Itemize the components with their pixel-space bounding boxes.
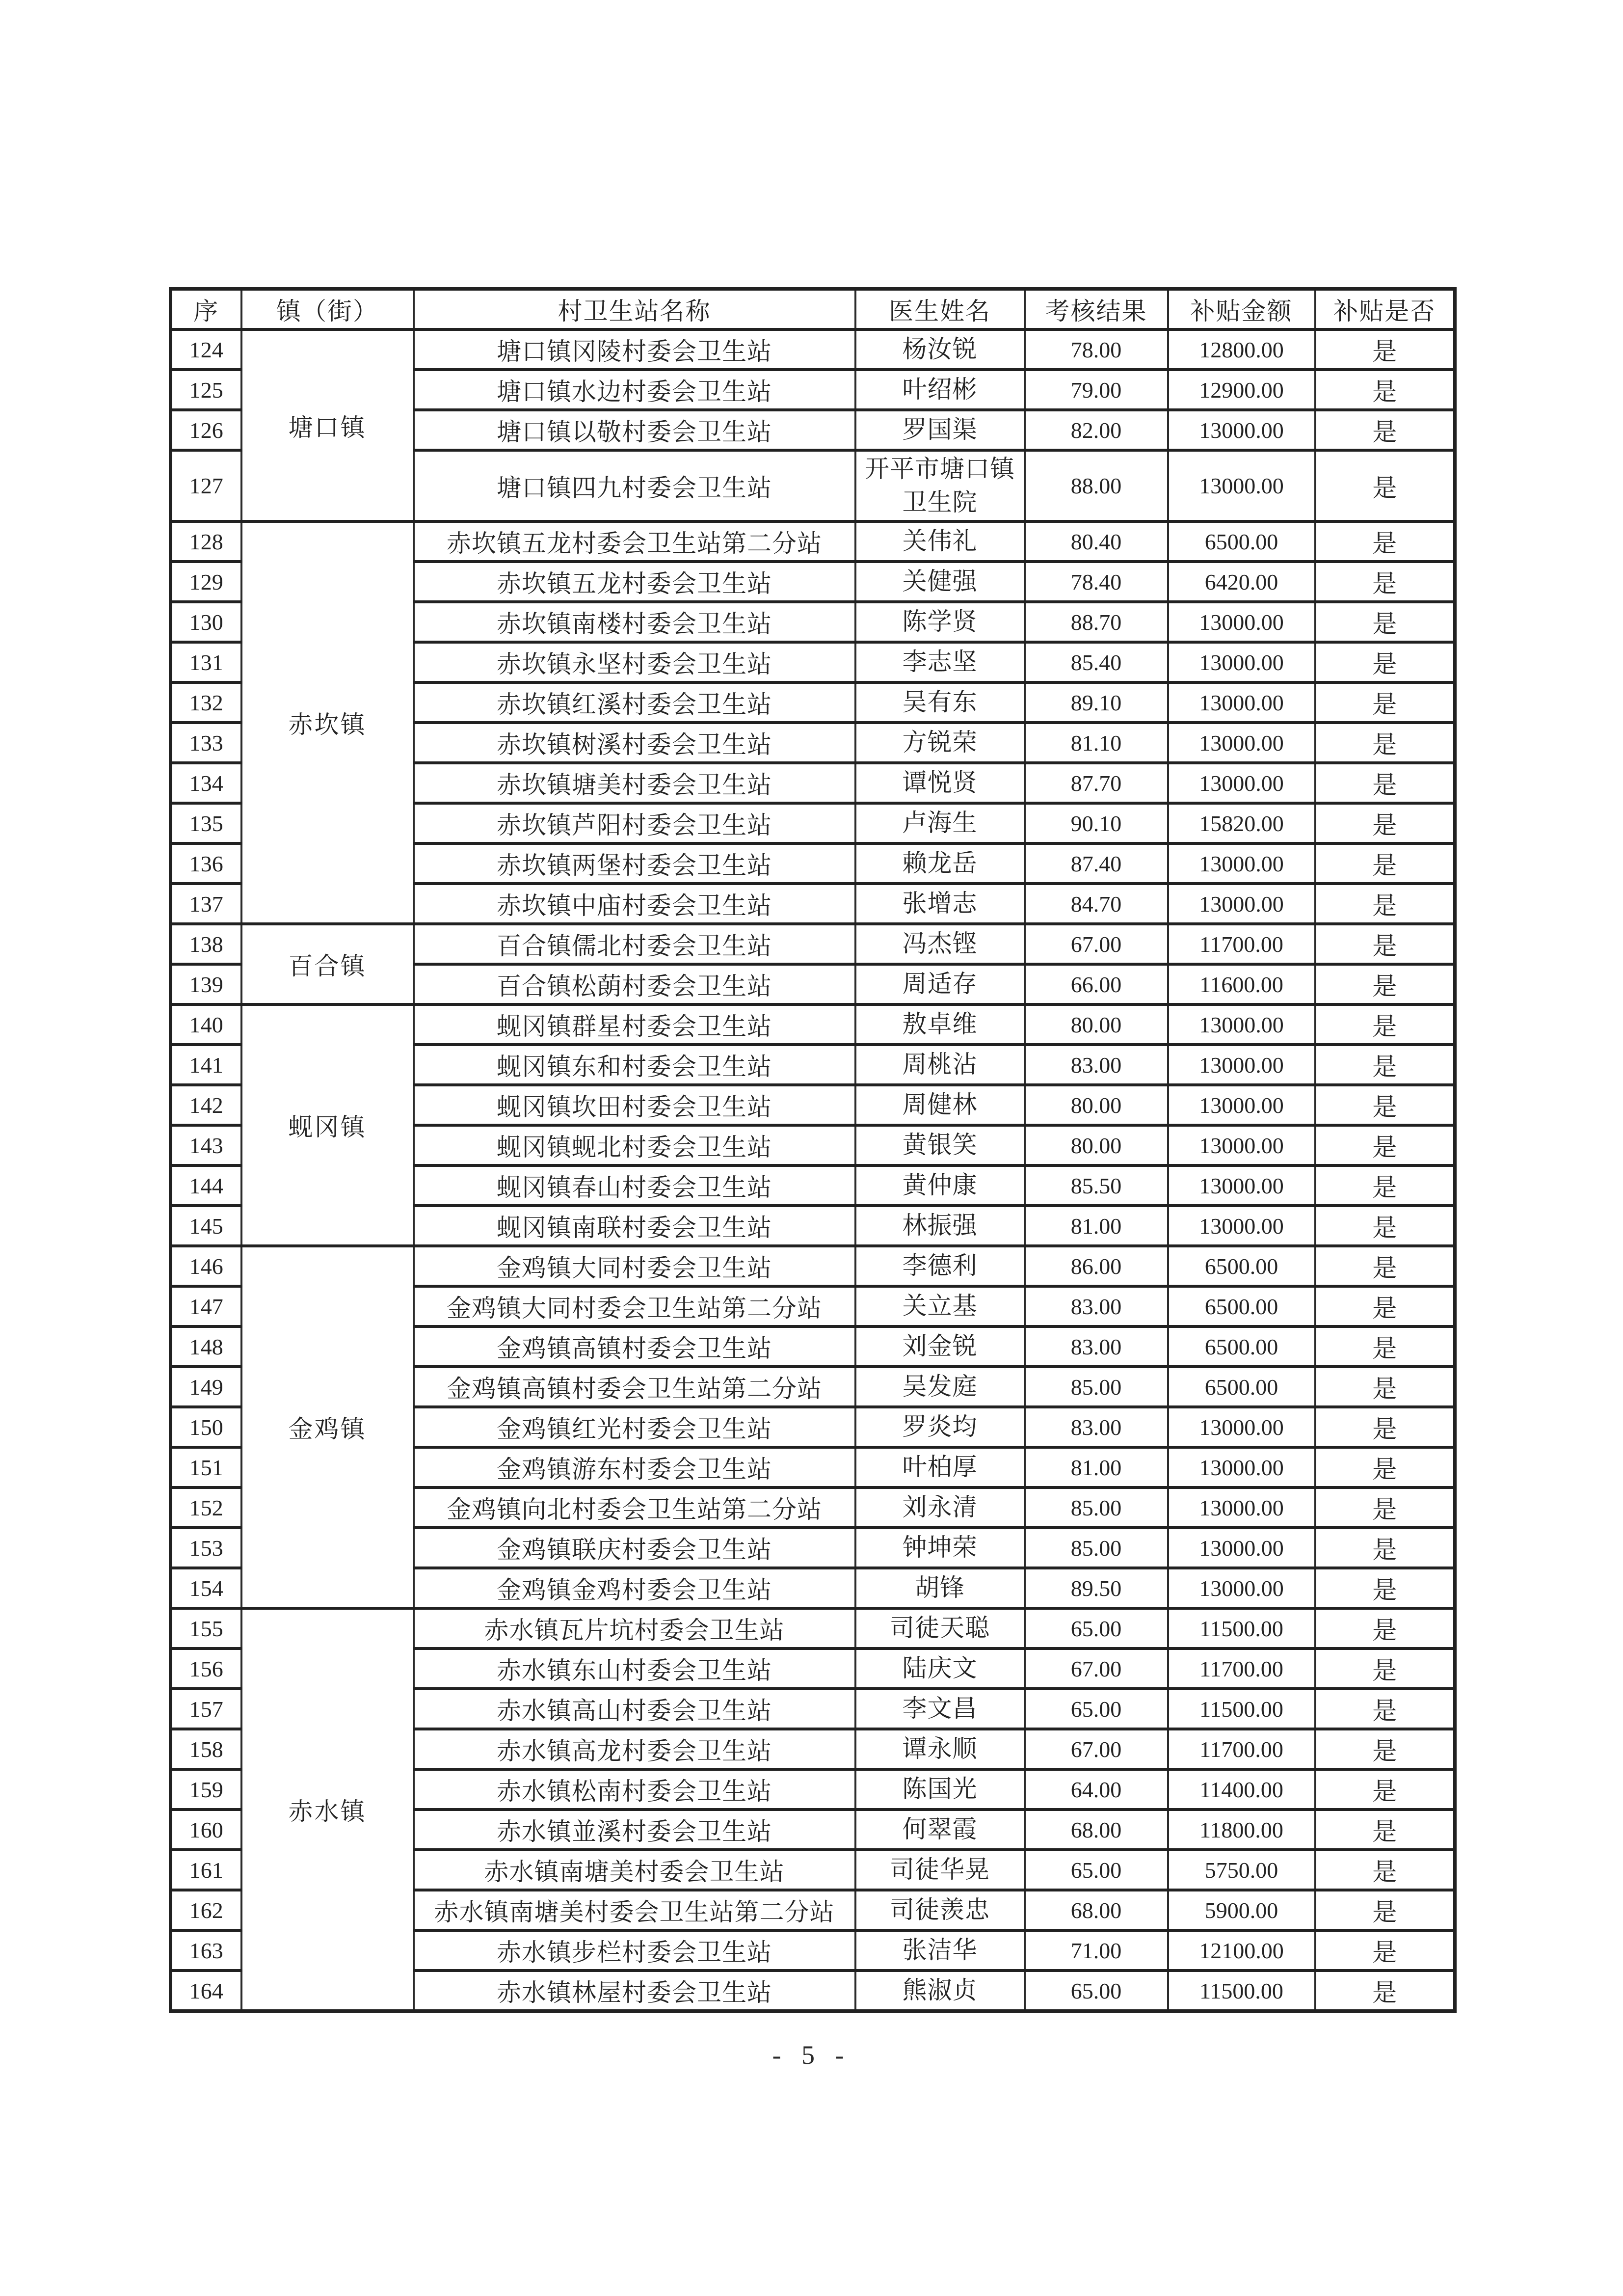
cell-doctor-name: 卢海生 bbox=[855, 803, 1025, 843]
cell-score: 83.00 bbox=[1025, 1326, 1168, 1367]
cell-amount: 15820.00 bbox=[1168, 803, 1315, 843]
cell-serial: 146 bbox=[171, 1246, 241, 1286]
cell-serial: 149 bbox=[171, 1367, 241, 1407]
cell-score: 85.00 bbox=[1025, 1487, 1168, 1528]
cell-station-name: 百合镇儒北村委会卫生站 bbox=[414, 924, 855, 964]
cell-subsidy-flag: 是 bbox=[1315, 1608, 1455, 1648]
cell-amount: 13000.00 bbox=[1168, 1206, 1315, 1246]
cell-doctor-name: 李文昌 bbox=[855, 1689, 1025, 1729]
cell-amount: 11400.00 bbox=[1168, 1769, 1315, 1810]
cell-score: 78.40 bbox=[1025, 562, 1168, 602]
cell-score: 83.00 bbox=[1025, 1045, 1168, 1085]
cell-score: 88.70 bbox=[1025, 602, 1168, 642]
cell-station-name: 塘口镇水边村委会卫生站 bbox=[414, 370, 855, 410]
cell-score: 68.00 bbox=[1025, 1890, 1168, 1930]
cell-station-name: 赤坎镇两堡村委会卫生站 bbox=[414, 843, 855, 884]
header-town: 镇（街） bbox=[241, 289, 414, 330]
cell-subsidy-flag: 是 bbox=[1315, 884, 1455, 924]
cell-amount: 5900.00 bbox=[1168, 1890, 1315, 1930]
cell-amount: 13000.00 bbox=[1168, 682, 1315, 723]
cell-amount: 13000.00 bbox=[1168, 1085, 1315, 1125]
table-row bbox=[171, 521, 1455, 562]
cell-subsidy-flag: 是 bbox=[1315, 1407, 1455, 1447]
cell-station-name: 赤坎镇永坚村委会卫生站 bbox=[414, 642, 855, 682]
cell-amount: 13000.00 bbox=[1168, 1125, 1315, 1165]
cell-serial: 151 bbox=[171, 1447, 241, 1487]
cell-subsidy-flag: 是 bbox=[1315, 1850, 1455, 1890]
cell-station-name: 赤水镇林屋村委会卫生站 bbox=[414, 1971, 855, 2011]
cell-serial: 161 bbox=[171, 1850, 241, 1890]
cell-score: 80.00 bbox=[1025, 1004, 1168, 1045]
cell-amount: 13000.00 bbox=[1168, 1165, 1315, 1206]
cell-town: 塘口镇 bbox=[241, 329, 414, 521]
cell-doctor-name: 司徒羡忠 bbox=[855, 1890, 1025, 1930]
cell-serial: 155 bbox=[171, 1608, 241, 1648]
cell-doctor-name: 罗炎均 bbox=[855, 1407, 1025, 1447]
cell-doctor-name: 林振强 bbox=[855, 1206, 1025, 1246]
cell-town: 百合镇 bbox=[241, 924, 414, 1004]
cell-doctor-name: 杨汝锐 bbox=[855, 329, 1025, 370]
table-row bbox=[171, 1004, 1455, 1045]
cell-subsidy-flag: 是 bbox=[1315, 1165, 1455, 1206]
cell-amount: 11500.00 bbox=[1168, 1608, 1315, 1648]
cell-subsidy-flag: 是 bbox=[1315, 1246, 1455, 1286]
cell-doctor-name: 敖卓维 bbox=[855, 1004, 1025, 1045]
cell-doctor-name: 周健林 bbox=[855, 1085, 1025, 1125]
cell-doctor-name: 关立基 bbox=[855, 1286, 1025, 1326]
cell-station-name: 百合镇松蓢村委会卫生站 bbox=[414, 964, 855, 1004]
cell-subsidy-flag: 是 bbox=[1315, 682, 1455, 723]
cell-subsidy-flag: 是 bbox=[1315, 1367, 1455, 1407]
cell-doctor-name: 司徒华晃 bbox=[855, 1850, 1025, 1890]
cell-subsidy-flag: 是 bbox=[1315, 370, 1455, 410]
cell-amount: 6420.00 bbox=[1168, 562, 1315, 602]
cell-score: 87.40 bbox=[1025, 843, 1168, 884]
cell-amount: 13000.00 bbox=[1168, 410, 1315, 450]
cell-amount: 11500.00 bbox=[1168, 1971, 1315, 2011]
cell-score: 80.00 bbox=[1025, 1085, 1168, 1125]
cell-station-name: 蚬冈镇南联村委会卫生站 bbox=[414, 1206, 855, 1246]
cell-station-name: 赤水镇南塘美村委会卫生站 bbox=[414, 1850, 855, 1890]
cell-doctor-name: 黄银笑 bbox=[855, 1125, 1025, 1165]
table-header-row bbox=[171, 289, 1455, 330]
cell-subsidy-flag: 是 bbox=[1315, 1004, 1455, 1045]
cell-doctor-name: 周适存 bbox=[855, 964, 1025, 1004]
cell-score: 67.00 bbox=[1025, 924, 1168, 964]
cell-subsidy-flag: 是 bbox=[1315, 763, 1455, 803]
cell-doctor-name: 刘永清 bbox=[855, 1487, 1025, 1528]
subsidy-assessment-table bbox=[169, 287, 1457, 2013]
cell-subsidy-flag: 是 bbox=[1315, 1326, 1455, 1367]
cell-subsidy-flag: 是 bbox=[1315, 1487, 1455, 1528]
cell-doctor-name: 谭悦贤 bbox=[855, 763, 1025, 803]
cell-subsidy-flag: 是 bbox=[1315, 329, 1455, 370]
table-row bbox=[171, 924, 1455, 964]
cell-amount: 11800.00 bbox=[1168, 1810, 1315, 1850]
cell-station-name: 金鸡镇大同村委会卫生站第二分站 bbox=[414, 1286, 855, 1326]
cell-station-name: 塘口镇四九村委会卫生站 bbox=[414, 450, 855, 521]
table-row bbox=[171, 1608, 1455, 1648]
cell-doctor-name: 罗国渠 bbox=[855, 410, 1025, 450]
cell-station-name: 赤坎镇中庙村委会卫生站 bbox=[414, 884, 855, 924]
cell-doctor-name: 谭永顺 bbox=[855, 1729, 1025, 1769]
cell-station-name: 赤水镇步栏村委会卫生站 bbox=[414, 1930, 855, 1971]
cell-subsidy-flag: 是 bbox=[1315, 964, 1455, 1004]
cell-score: 89.10 bbox=[1025, 682, 1168, 723]
cell-serial: 162 bbox=[171, 1890, 241, 1930]
cell-subsidy-flag: 是 bbox=[1315, 642, 1455, 682]
cell-serial: 128 bbox=[171, 521, 241, 562]
cell-doctor-name: 何翠霞 bbox=[855, 1810, 1025, 1850]
cell-score: 66.00 bbox=[1025, 964, 1168, 1004]
cell-subsidy-flag: 是 bbox=[1315, 1729, 1455, 1769]
cell-doctor-name: 开平市塘口镇卫生院 bbox=[855, 450, 1025, 521]
cell-score: 81.00 bbox=[1025, 1447, 1168, 1487]
cell-doctor-name: 黄仲康 bbox=[855, 1165, 1025, 1206]
cell-score: 85.00 bbox=[1025, 1528, 1168, 1568]
cell-station-name: 金鸡镇金鸡村委会卫生站 bbox=[414, 1568, 855, 1608]
header-serial: 序 bbox=[171, 289, 241, 330]
cell-amount: 13000.00 bbox=[1168, 642, 1315, 682]
cell-amount: 13000.00 bbox=[1168, 843, 1315, 884]
header-doctor-name: 医生姓名 bbox=[855, 289, 1025, 330]
cell-station-name: 蚬冈镇东和村委会卫生站 bbox=[414, 1045, 855, 1085]
cell-amount: 12900.00 bbox=[1168, 370, 1315, 410]
cell-serial: 153 bbox=[171, 1528, 241, 1568]
cell-score: 84.70 bbox=[1025, 884, 1168, 924]
cell-subsidy-flag: 是 bbox=[1315, 924, 1455, 964]
cell-subsidy-flag: 是 bbox=[1315, 1125, 1455, 1165]
cell-score: 65.00 bbox=[1025, 1608, 1168, 1648]
cell-subsidy-flag: 是 bbox=[1315, 1528, 1455, 1568]
cell-doctor-name: 吴发庭 bbox=[855, 1367, 1025, 1407]
cell-station-name: 赤坎镇五龙村委会卫生站第二分站 bbox=[414, 521, 855, 562]
cell-score: 90.10 bbox=[1025, 803, 1168, 843]
cell-amount: 6500.00 bbox=[1168, 521, 1315, 562]
cell-doctor-name: 陈国光 bbox=[855, 1769, 1025, 1810]
cell-subsidy-flag: 是 bbox=[1315, 1568, 1455, 1608]
cell-score: 80.00 bbox=[1025, 1125, 1168, 1165]
cell-serial: 131 bbox=[171, 642, 241, 682]
cell-serial: 163 bbox=[171, 1930, 241, 1971]
cell-station-name: 塘口镇以敬村委会卫生站 bbox=[414, 410, 855, 450]
cell-score: 65.00 bbox=[1025, 1971, 1168, 2011]
cell-score: 67.00 bbox=[1025, 1648, 1168, 1689]
cell-amount: 13000.00 bbox=[1168, 763, 1315, 803]
cell-doctor-name: 周桃沾 bbox=[855, 1045, 1025, 1085]
cell-subsidy-flag: 是 bbox=[1315, 1206, 1455, 1246]
cell-score: 81.10 bbox=[1025, 723, 1168, 763]
cell-subsidy-flag: 是 bbox=[1315, 1930, 1455, 1971]
cell-serial: 132 bbox=[171, 682, 241, 723]
cell-station-name: 赤水镇高龙村委会卫生站 bbox=[414, 1729, 855, 1769]
cell-station-name: 蚬冈镇坎田村委会卫生站 bbox=[414, 1085, 855, 1125]
cell-station-name: 赤坎镇树溪村委会卫生站 bbox=[414, 723, 855, 763]
cell-amount: 11700.00 bbox=[1168, 924, 1315, 964]
cell-subsidy-flag: 是 bbox=[1315, 1689, 1455, 1729]
cell-score: 79.00 bbox=[1025, 370, 1168, 410]
cell-station-name: 赤坎镇五龙村委会卫生站 bbox=[414, 562, 855, 602]
cell-score: 85.40 bbox=[1025, 642, 1168, 682]
cell-serial: 160 bbox=[171, 1810, 241, 1850]
cell-score: 86.00 bbox=[1025, 1246, 1168, 1286]
cell-station-name: 赤坎镇芦阳村委会卫生站 bbox=[414, 803, 855, 843]
cell-serial: 136 bbox=[171, 843, 241, 884]
cell-score: 64.00 bbox=[1025, 1769, 1168, 1810]
cell-serial: 154 bbox=[171, 1568, 241, 1608]
cell-station-name: 赤坎镇塘美村委会卫生站 bbox=[414, 763, 855, 803]
cell-serial: 126 bbox=[171, 410, 241, 450]
cell-station-name: 赤水镇南塘美村委会卫生站第二分站 bbox=[414, 1890, 855, 1930]
cell-score: 78.00 bbox=[1025, 329, 1168, 370]
cell-amount: 13000.00 bbox=[1168, 723, 1315, 763]
cell-station-name: 金鸡镇红光村委会卫生站 bbox=[414, 1407, 855, 1447]
cell-amount: 13000.00 bbox=[1168, 1487, 1315, 1528]
cell-subsidy-flag: 是 bbox=[1315, 1769, 1455, 1810]
cell-station-name: 蚬冈镇春山村委会卫生站 bbox=[414, 1165, 855, 1206]
table-body bbox=[171, 329, 1455, 2011]
cell-serial: 157 bbox=[171, 1689, 241, 1729]
cell-score: 85.00 bbox=[1025, 1367, 1168, 1407]
cell-serial: 129 bbox=[171, 562, 241, 602]
cell-subsidy-flag: 是 bbox=[1315, 1648, 1455, 1689]
page-number: - 5 - bbox=[772, 2040, 851, 2070]
cell-doctor-name: 司徒天聪 bbox=[855, 1608, 1025, 1648]
cell-doctor-name: 张增志 bbox=[855, 884, 1025, 924]
cell-amount: 11500.00 bbox=[1168, 1689, 1315, 1729]
cell-amount: 13000.00 bbox=[1168, 450, 1315, 521]
cell-amount: 6500.00 bbox=[1168, 1246, 1315, 1286]
cell-town: 蚬冈镇 bbox=[241, 1004, 414, 1246]
cell-score: 65.00 bbox=[1025, 1689, 1168, 1729]
cell-score: 65.00 bbox=[1025, 1850, 1168, 1890]
cell-amount: 11600.00 bbox=[1168, 964, 1315, 1004]
cell-town: 金鸡镇 bbox=[241, 1246, 414, 1608]
cell-serial: 143 bbox=[171, 1125, 241, 1165]
cell-subsidy-flag: 是 bbox=[1315, 803, 1455, 843]
header-subsidy-flag: 补贴是否 bbox=[1315, 289, 1455, 330]
cell-subsidy-flag: 是 bbox=[1315, 1045, 1455, 1085]
cell-score: 80.40 bbox=[1025, 521, 1168, 562]
cell-station-name: 赤水镇松南村委会卫生站 bbox=[414, 1769, 855, 1810]
cell-serial: 127 bbox=[171, 450, 241, 521]
cell-town: 赤水镇 bbox=[241, 1608, 414, 2011]
cell-serial: 133 bbox=[171, 723, 241, 763]
cell-amount: 12100.00 bbox=[1168, 1930, 1315, 1971]
cell-doctor-name: 叶柏厚 bbox=[855, 1447, 1025, 1487]
cell-doctor-name: 刘金锐 bbox=[855, 1326, 1025, 1367]
cell-amount: 13000.00 bbox=[1168, 1528, 1315, 1568]
cell-station-name: 金鸡镇高镇村委会卫生站第二分站 bbox=[414, 1367, 855, 1407]
cell-doctor-name: 胡锋 bbox=[855, 1568, 1025, 1608]
cell-serial: 130 bbox=[171, 602, 241, 642]
cell-serial: 152 bbox=[171, 1487, 241, 1528]
cell-amount: 13000.00 bbox=[1168, 884, 1315, 924]
cell-subsidy-flag: 是 bbox=[1315, 843, 1455, 884]
cell-station-name: 赤水镇东山村委会卫生站 bbox=[414, 1648, 855, 1689]
cell-doctor-name: 钟坤荣 bbox=[855, 1528, 1025, 1568]
cell-subsidy-flag: 是 bbox=[1315, 410, 1455, 450]
table-header bbox=[171, 289, 1455, 330]
cell-amount: 11700.00 bbox=[1168, 1729, 1315, 1769]
cell-serial: 145 bbox=[171, 1206, 241, 1246]
table-row bbox=[171, 1246, 1455, 1286]
cell-amount: 6500.00 bbox=[1168, 1367, 1315, 1407]
cell-amount: 5750.00 bbox=[1168, 1850, 1315, 1890]
cell-amount: 13000.00 bbox=[1168, 602, 1315, 642]
cell-serial: 140 bbox=[171, 1004, 241, 1045]
cell-score: 89.50 bbox=[1025, 1568, 1168, 1608]
cell-station-name: 赤水镇瓦片坑村委会卫生站 bbox=[414, 1608, 855, 1648]
cell-subsidy-flag: 是 bbox=[1315, 1085, 1455, 1125]
cell-town: 赤坎镇 bbox=[241, 521, 414, 924]
cell-amount: 6500.00 bbox=[1168, 1286, 1315, 1326]
cell-doctor-name: 陆庆文 bbox=[855, 1648, 1025, 1689]
cell-doctor-name: 张洁华 bbox=[855, 1930, 1025, 1971]
cell-score: 87.70 bbox=[1025, 763, 1168, 803]
cell-station-name: 蚬冈镇群星村委会卫生站 bbox=[414, 1004, 855, 1045]
cell-station-name: 塘口镇冈陵村委会卫生站 bbox=[414, 329, 855, 370]
cell-subsidy-flag: 是 bbox=[1315, 1810, 1455, 1850]
table-row bbox=[171, 329, 1455, 370]
cell-doctor-name: 陈学贤 bbox=[855, 602, 1025, 642]
cell-serial: 138 bbox=[171, 924, 241, 964]
cell-doctor-name: 关健强 bbox=[855, 562, 1025, 602]
cell-serial: 134 bbox=[171, 763, 241, 803]
cell-amount: 13000.00 bbox=[1168, 1568, 1315, 1608]
cell-serial: 144 bbox=[171, 1165, 241, 1206]
cell-score: 82.00 bbox=[1025, 410, 1168, 450]
cell-doctor-name: 李志坚 bbox=[855, 642, 1025, 682]
cell-amount: 13000.00 bbox=[1168, 1407, 1315, 1447]
cell-subsidy-flag: 是 bbox=[1315, 1286, 1455, 1326]
cell-station-name: 赤坎镇红溪村委会卫生站 bbox=[414, 682, 855, 723]
cell-serial: 158 bbox=[171, 1729, 241, 1769]
cell-amount: 13000.00 bbox=[1168, 1004, 1315, 1045]
cell-subsidy-flag: 是 bbox=[1315, 562, 1455, 602]
cell-score: 71.00 bbox=[1025, 1930, 1168, 1971]
cell-score: 83.00 bbox=[1025, 1407, 1168, 1447]
cell-amount: 13000.00 bbox=[1168, 1447, 1315, 1487]
cell-score: 83.00 bbox=[1025, 1286, 1168, 1326]
header-score: 考核结果 bbox=[1025, 289, 1168, 330]
header-amount: 补贴金额 bbox=[1168, 289, 1315, 330]
cell-serial: 139 bbox=[171, 964, 241, 1004]
cell-doctor-name: 吴有东 bbox=[855, 682, 1025, 723]
cell-station-name: 蚬冈镇蚬北村委会卫生站 bbox=[414, 1125, 855, 1165]
cell-subsidy-flag: 是 bbox=[1315, 723, 1455, 763]
cell-doctor-name: 关伟礼 bbox=[855, 521, 1025, 562]
cell-subsidy-flag: 是 bbox=[1315, 1890, 1455, 1930]
cell-serial: 148 bbox=[171, 1326, 241, 1367]
cell-subsidy-flag: 是 bbox=[1315, 602, 1455, 642]
cell-station-name: 金鸡镇游东村委会卫生站 bbox=[414, 1447, 855, 1487]
cell-doctor-name: 李德利 bbox=[855, 1246, 1025, 1286]
cell-amount: 11700.00 bbox=[1168, 1648, 1315, 1689]
cell-score: 81.00 bbox=[1025, 1206, 1168, 1246]
cell-serial: 164 bbox=[171, 1971, 241, 2011]
cell-station-name: 金鸡镇高镇村委会卫生站 bbox=[414, 1326, 855, 1367]
cell-score: 67.00 bbox=[1025, 1729, 1168, 1769]
header-station-name: 村卫生站名称 bbox=[414, 289, 855, 330]
cell-doctor-name: 熊淑贞 bbox=[855, 1971, 1025, 2011]
cell-serial: 135 bbox=[171, 803, 241, 843]
cell-subsidy-flag: 是 bbox=[1315, 1447, 1455, 1487]
cell-serial: 124 bbox=[171, 329, 241, 370]
cell-station-name: 金鸡镇大同村委会卫生站 bbox=[414, 1246, 855, 1286]
cell-serial: 150 bbox=[171, 1407, 241, 1447]
cell-amount: 13000.00 bbox=[1168, 1045, 1315, 1085]
cell-station-name: 赤坎镇南楼村委会卫生站 bbox=[414, 602, 855, 642]
cell-station-name: 赤水镇並溪村委会卫生站 bbox=[414, 1810, 855, 1850]
cell-serial: 137 bbox=[171, 884, 241, 924]
cell-doctor-name: 方锐荣 bbox=[855, 723, 1025, 763]
cell-station-name: 金鸡镇联庆村委会卫生站 bbox=[414, 1528, 855, 1568]
cell-serial: 147 bbox=[171, 1286, 241, 1326]
cell-subsidy-flag: 是 bbox=[1315, 450, 1455, 521]
cell-serial: 141 bbox=[171, 1045, 241, 1085]
cell-amount: 6500.00 bbox=[1168, 1326, 1315, 1367]
cell-score: 88.00 bbox=[1025, 450, 1168, 521]
cell-doctor-name: 冯杰铿 bbox=[855, 924, 1025, 964]
cell-subsidy-flag: 是 bbox=[1315, 1971, 1455, 2011]
cell-score: 85.50 bbox=[1025, 1165, 1168, 1206]
cell-station-name: 赤水镇高山村委会卫生站 bbox=[414, 1689, 855, 1729]
cell-amount: 12800.00 bbox=[1168, 329, 1315, 370]
cell-station-name: 金鸡镇向北村委会卫生站第二分站 bbox=[414, 1487, 855, 1528]
cell-serial: 125 bbox=[171, 370, 241, 410]
cell-serial: 156 bbox=[171, 1648, 241, 1689]
cell-doctor-name: 叶绍彬 bbox=[855, 370, 1025, 410]
cell-score: 68.00 bbox=[1025, 1810, 1168, 1850]
cell-doctor-name: 赖龙岳 bbox=[855, 843, 1025, 884]
cell-serial: 159 bbox=[171, 1769, 241, 1810]
cell-subsidy-flag: 是 bbox=[1315, 521, 1455, 562]
cell-serial: 142 bbox=[171, 1085, 241, 1125]
